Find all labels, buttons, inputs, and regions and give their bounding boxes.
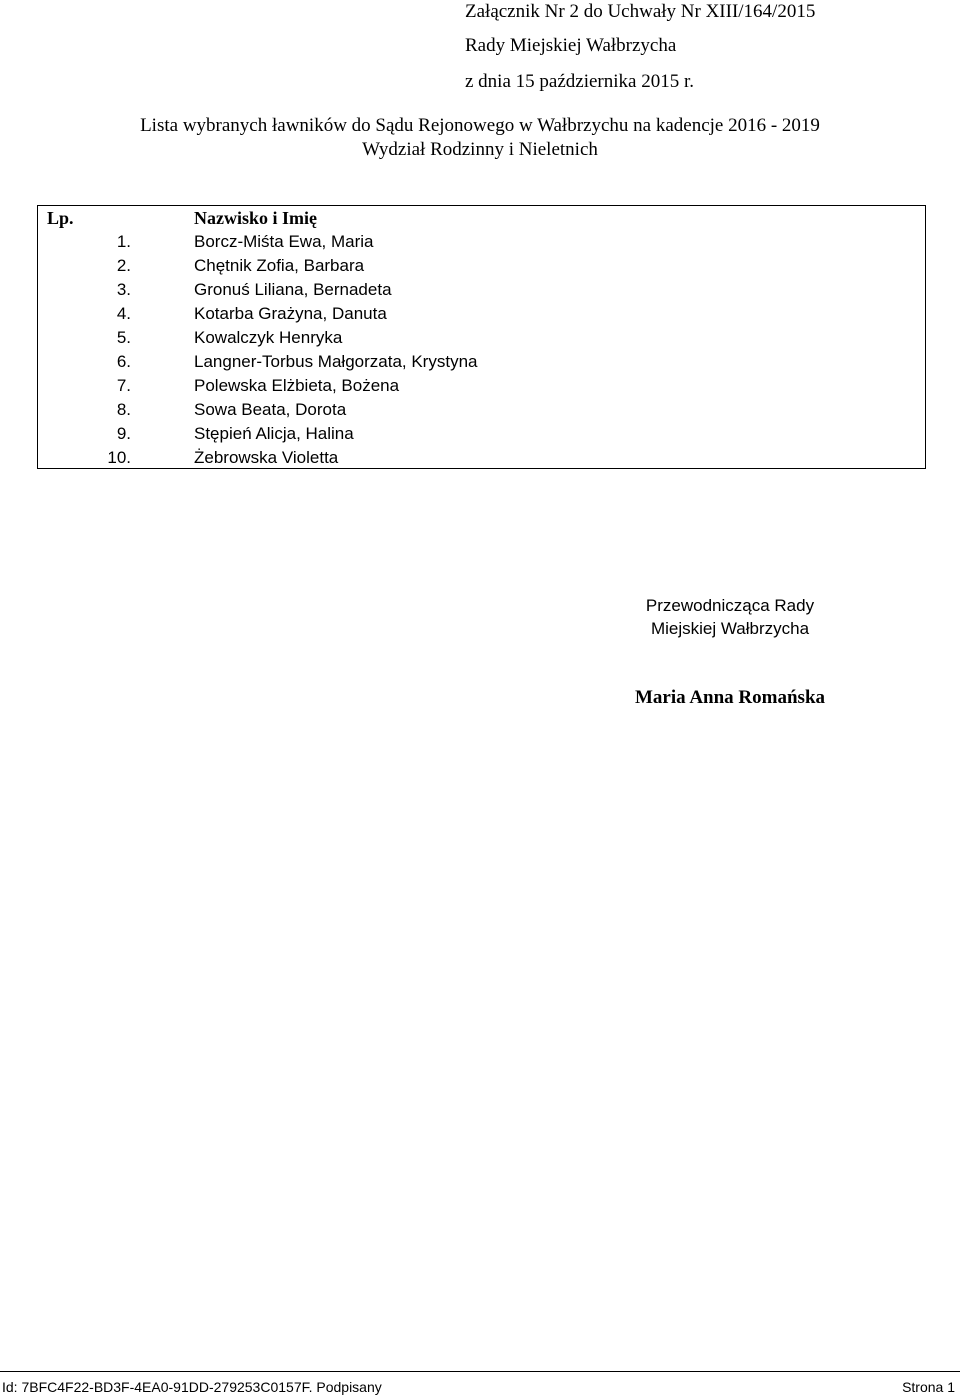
juror-name: Kotarba Grażyna, Danuta [194, 304, 387, 323]
juror-name: Kowalczyk Henryka [194, 328, 343, 347]
row-number: 7. [116, 376, 131, 395]
row-number: 9. [116, 424, 131, 443]
juror-name: Polewska Elżbieta, Bożena [194, 376, 400, 395]
signature-title [560, 594, 900, 640]
document-subtitle: Wydział Rodzinny i Nieletnich [362, 139, 598, 160]
juror-name: Żebrowska Violetta [194, 448, 339, 467]
juror-name: Gronuś Liliana, Bernadeta [194, 280, 392, 299]
table-row [38, 326, 925, 350]
page-number: Strona 1 [902, 1379, 955, 1395]
row-number: 1. [116, 232, 131, 251]
table-row [38, 398, 925, 422]
jurors-table [37, 205, 926, 469]
row-number: 5. [116, 328, 131, 347]
row-number: 6. [116, 352, 131, 371]
table-row [38, 350, 925, 374]
row-number: 8. [116, 400, 131, 419]
column-header-lp: Lp. [47, 208, 74, 228]
juror-name: Langner-Torbus Małgorzata, Krystyna [194, 352, 478, 371]
column-header-name: Nazwisko i Imię [194, 208, 317, 228]
council-name: Rady Miejskiej Wałbrzycha [465, 35, 677, 56]
signatory-name: Maria Anna Romańska [634, 687, 826, 708]
juror-name: Sowa Beata, Dorota [194, 400, 347, 419]
juror-name: Borcz-Miśta Ewa, Maria [194, 232, 374, 251]
juror-name: Chętnik Zofia, Barbara [194, 256, 365, 275]
table-row [38, 302, 925, 326]
attachment-title: Załącznik Nr 2 do Uchwały Nr XIII/164/2015 [465, 1, 816, 22]
table-row [38, 446, 925, 470]
footer-divider [0, 1371, 960, 1372]
table-row [38, 254, 925, 278]
signature-title-line2: Miejskiej Wałbrzycha [650, 619, 810, 638]
row-number: 4. [116, 304, 131, 323]
table-row [38, 278, 925, 302]
document-id: Id: 7BFC4F22-BD3F-4EA0-91DD-279253C0157F. Podpisany [2, 1379, 382, 1395]
row-number: 10. [107, 448, 131, 467]
signature-title-line1: Przewodnicząca Rady [645, 596, 815, 615]
juror-name: Stępień Alicja, Halina [194, 424, 354, 443]
table-row [38, 422, 925, 446]
table-header-row [38, 206, 925, 230]
table-row [38, 374, 925, 398]
resolution-date: z dnia 15 października 2015 r. [465, 71, 694, 92]
table-row [38, 230, 925, 254]
document-title: Lista wybranych ławników do Sądu Rejonowego w Wałbrzychu na kadencje 2016 - 2019 [140, 115, 820, 136]
row-number: 2. [116, 256, 131, 275]
row-number: 3. [116, 280, 131, 299]
